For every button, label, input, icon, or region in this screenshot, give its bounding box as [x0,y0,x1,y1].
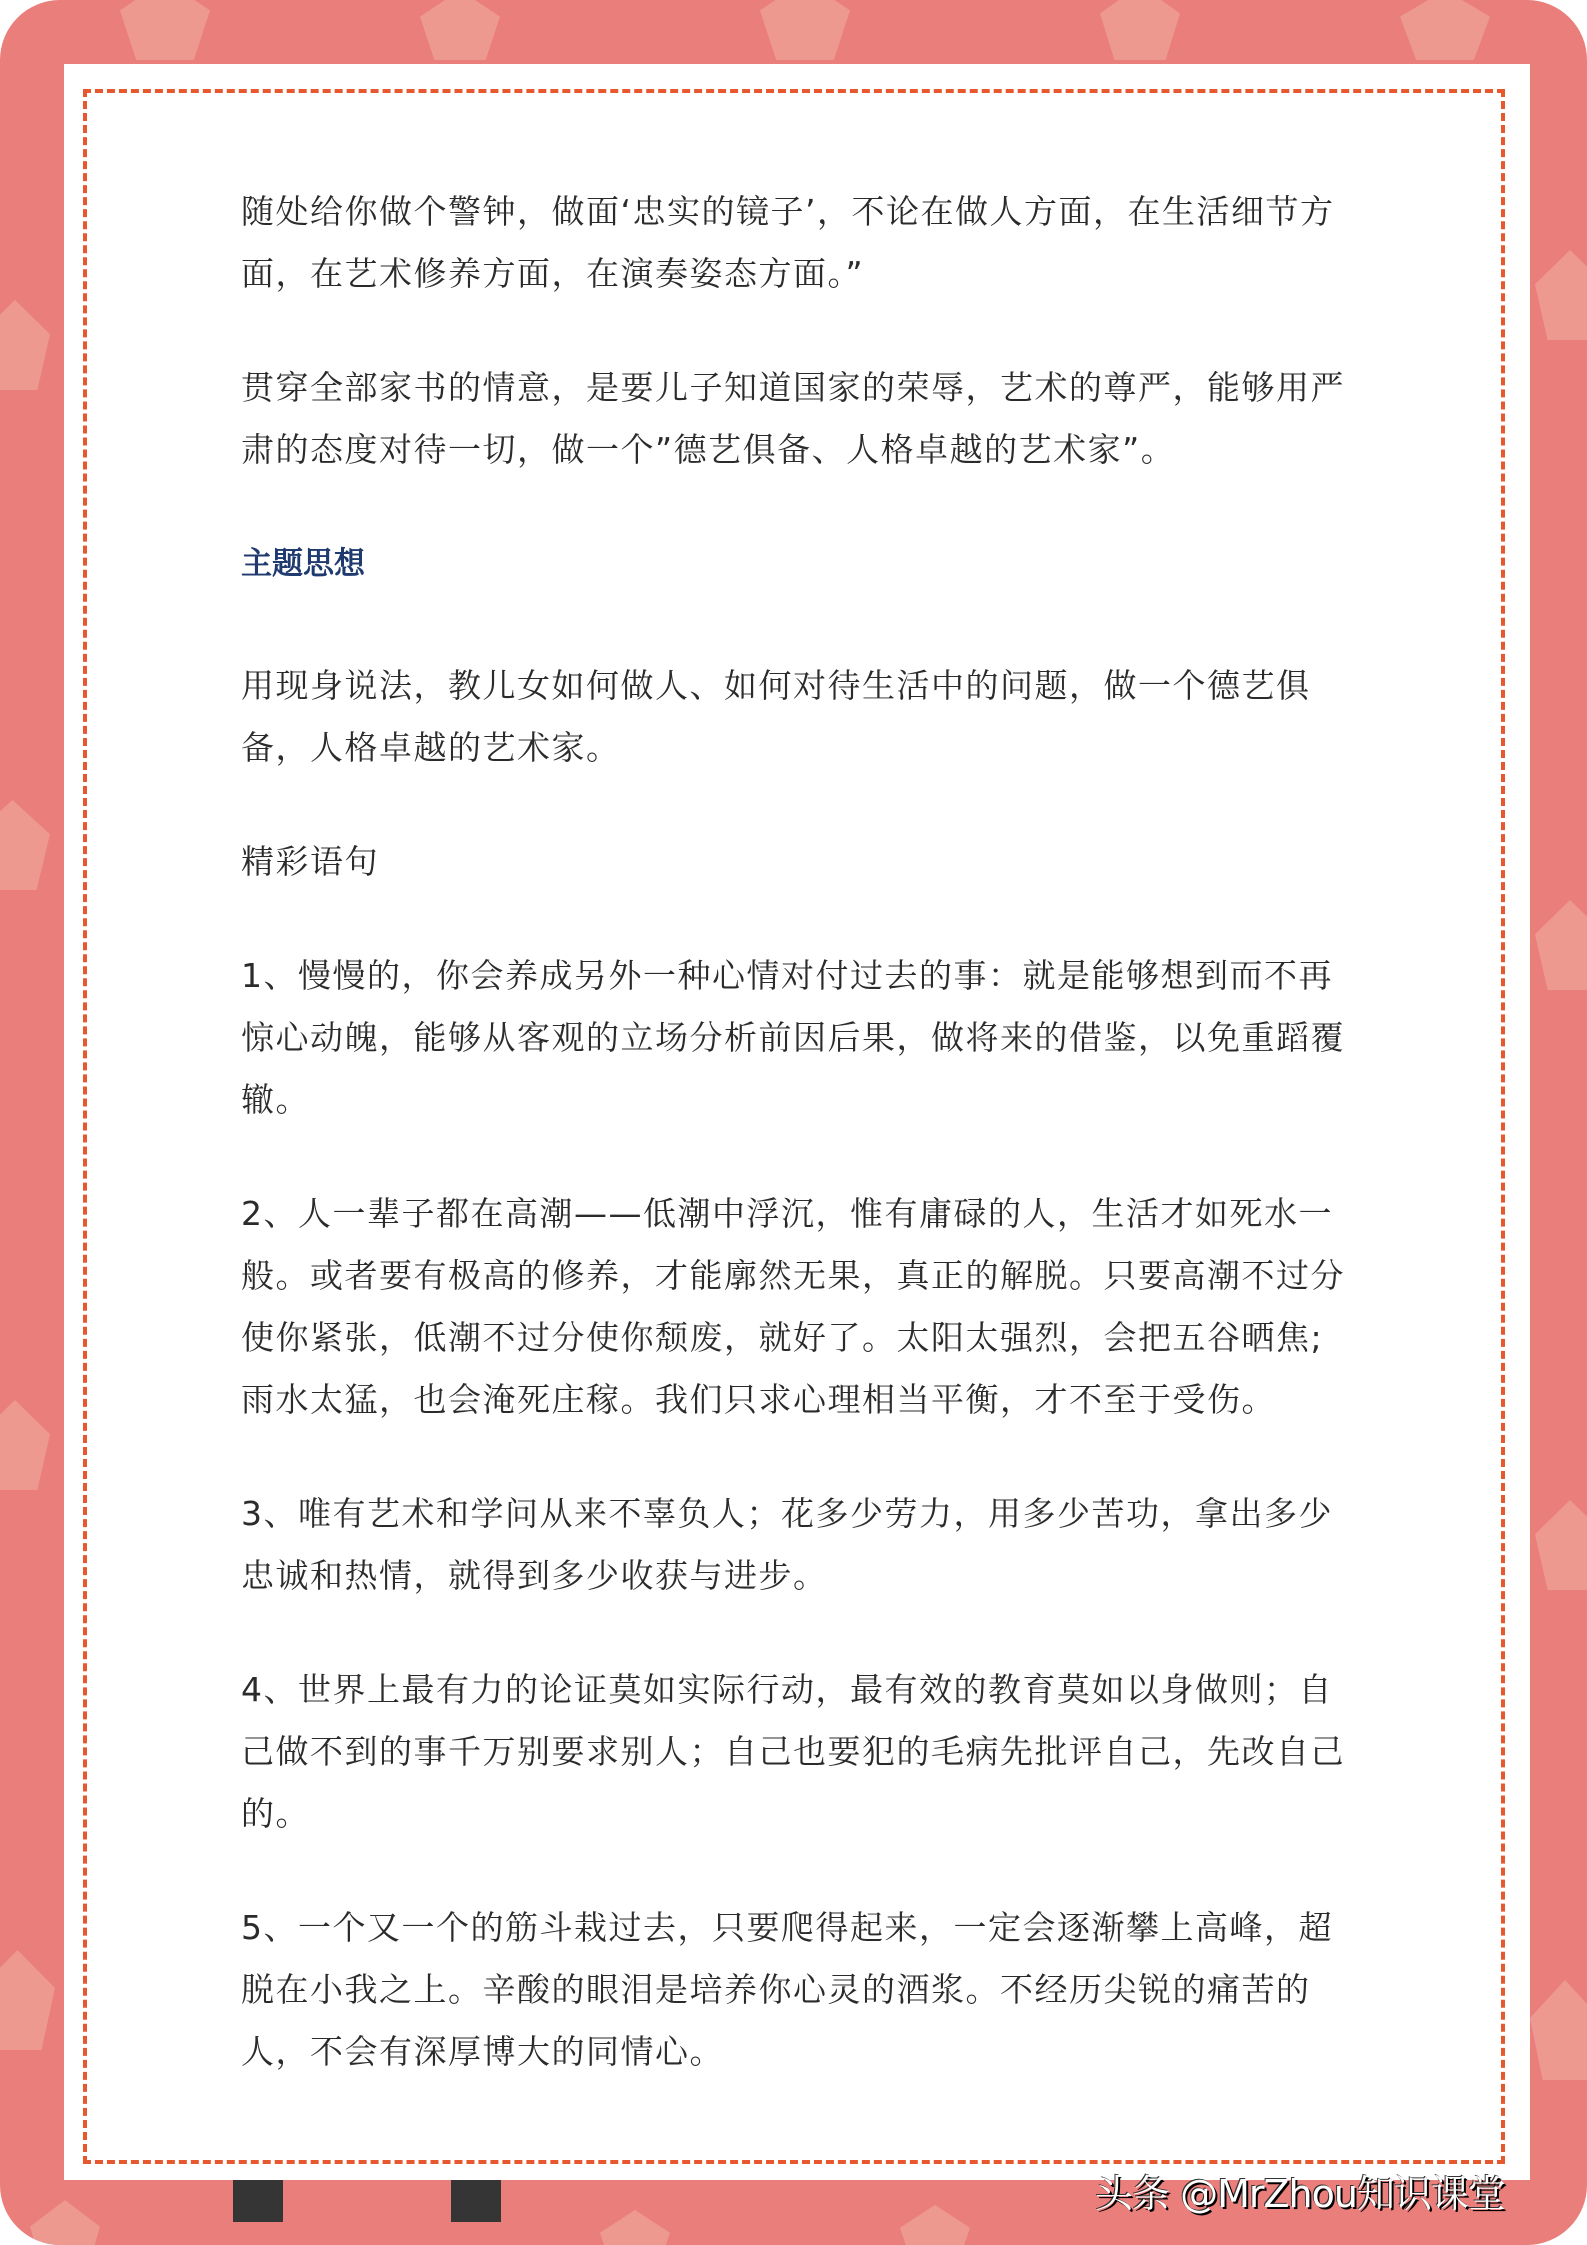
left-leg-decoration [233,2180,283,2222]
quote-item: 4、世界上最有力的论证莫如实际行动，最有效的教育莫如以身做则；自己做不到的事千万别要求别人；自己也要犯的毛病先批评自己，先改自己的。 [241,1670,1345,1833]
pentagon-decoration [760,0,850,60]
pentagon-decoration [30,2200,100,2245]
article-body [241,181,1356,2135]
pentagon-decoration [420,0,500,60]
pentagon-decoration [1400,0,1490,60]
pentagon-decoration [0,1400,50,1490]
quote-item: 1、慢慢的，你会养成另外一种心情对付过去的事：就是能够想到而不再惊心动魄，能够从客观的立场分析前因后果，做将来的借鉴，以免重蹈覆辙。 [241,956,1345,1119]
quote-item: 5、一个又一个的筋斗栽过去，只要爬得起来，一定会逐渐攀上高峰，超脱在小我之上。辛酸的眼泪是培养你心灵的酒浆。不经历尖锐的痛苦的人，不会有深厚博大的同情心。 [241,1908,1333,2071]
right-leg-decoration [451,2180,501,2222]
quotes-title: 精彩语句 [241,842,379,881]
pentagon-decoration [0,800,50,890]
theme-paragraph: 用现身说法，教儿女如何做人、如何对待生活中的问题，做一个德艺俱备，人格卓越的艺术家。 [241,666,1311,767]
quote-item: 2、人一辈子都在高潮——低潮中浮沉，惟有庸碌的人，生活才如死水一般。或者要有极高的修养，才能廓然无果，真正的解脱。只要高潮不过分使你紧张，低潮不过分使你颓废，就好了。太阳太强烈，会把五谷晒焦;雨水太猛，也会淹死庄稼。我们只求心理相当平衡，才不至于受伤。 [241,1194,1345,1419]
pentagon-decoration [1535,900,1587,990]
section-heading: 主题思想 [241,546,365,582]
watermark: 头条 @MrZhou知识课堂 [1095,2172,1505,2216]
pentagon-decoration [0,300,50,390]
paragraph: 贯穿全部家书的情意，是要儿子知道国家的荣辱，艺术的尊严，能够用严肃的态度对待一切，做一个”德艺俱备、人格卓越的艺术家”。 [241,368,1345,469]
paragraph: 随处给你做个警钟，做面‘忠实的镜子’，不论在做人方面，在生活细节方面，在艺术修养方面，在演奏姿态方面。” [241,192,1335,293]
pentagon-decoration [1100,0,1180,60]
pentagon-decoration [120,0,210,60]
pentagon-decoration [900,2205,970,2245]
pentagon-decoration [1535,1500,1587,1590]
pentagon-decoration [0,1950,55,2050]
pentagon-decoration [1530,1980,1587,2080]
quote-item: 3、唯有艺术和学问从来不辜负人；花多少劳力，用多少苦功，拿出多少忠诚和热情，就得到多少收获与进步。 [241,1494,1333,1595]
pentagon-decoration [1535,250,1587,340]
pentagon-decoration [600,2210,670,2245]
